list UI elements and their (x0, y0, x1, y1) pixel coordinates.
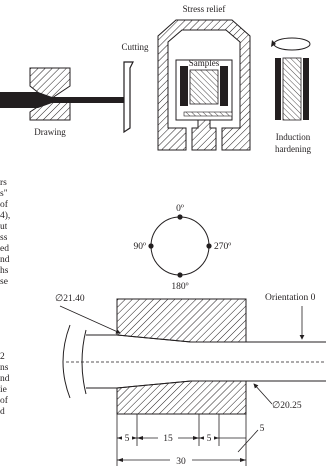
cutting-label: Cutting (121, 42, 149, 52)
orientation-180-label: 180º (171, 282, 189, 292)
body-text-line: of (0, 200, 8, 210)
orientation-270-label: 270º (214, 242, 232, 252)
orientation-circle (148, 214, 211, 277)
body-text-line: d (0, 407, 5, 417)
body-text-line: ut (0, 222, 8, 232)
dimension-5-right: 5 (206, 434, 212, 444)
body-text-line: 2 (0, 352, 5, 362)
induction-label: Induction (275, 132, 311, 142)
dimension-5-chamfer: 5 (259, 424, 265, 434)
rotation-arrow-icon (271, 38, 310, 50)
dimension-15: 15 (163, 434, 173, 444)
cutting-blade (124, 62, 133, 132)
body-text-line: se (0, 277, 8, 287)
orientation-0-pointer-label: Orientation 0 (265, 293, 316, 303)
diameter-large-label: ∅21.40 (55, 294, 85, 304)
drawing-label: Drawing (34, 127, 66, 137)
body-text-line: nd (0, 374, 10, 384)
samples-label: Samples (188, 58, 220, 68)
dimension-30: 30 (176, 457, 186, 467)
dimension-5-left: 5 (124, 434, 130, 444)
stress-relief-label: Stress relief (182, 4, 226, 14)
body-text-line: ss (0, 233, 8, 243)
hardening-label: hardening (275, 144, 311, 154)
body-text-line: ns (0, 363, 9, 373)
stress-relief-furnace (158, 20, 250, 150)
upper-die (117, 299, 246, 342)
diameter-small-label: ∅20.25 (272, 401, 302, 411)
orientation-0-label: 0º (176, 204, 184, 214)
body-text-line: 4), (0, 211, 11, 221)
induction-coil (275, 58, 309, 120)
orientation-90-label: 90º (133, 242, 146, 252)
body-text-line: s" (0, 189, 8, 199)
body-text-line: ed (0, 244, 9, 254)
body-text-line: of (0, 396, 8, 406)
body-text-line: ie (0, 385, 7, 395)
body-text-line: nd (0, 255, 10, 265)
body-text-line: hs (0, 266, 9, 276)
body-text-line: rs (0, 178, 7, 188)
